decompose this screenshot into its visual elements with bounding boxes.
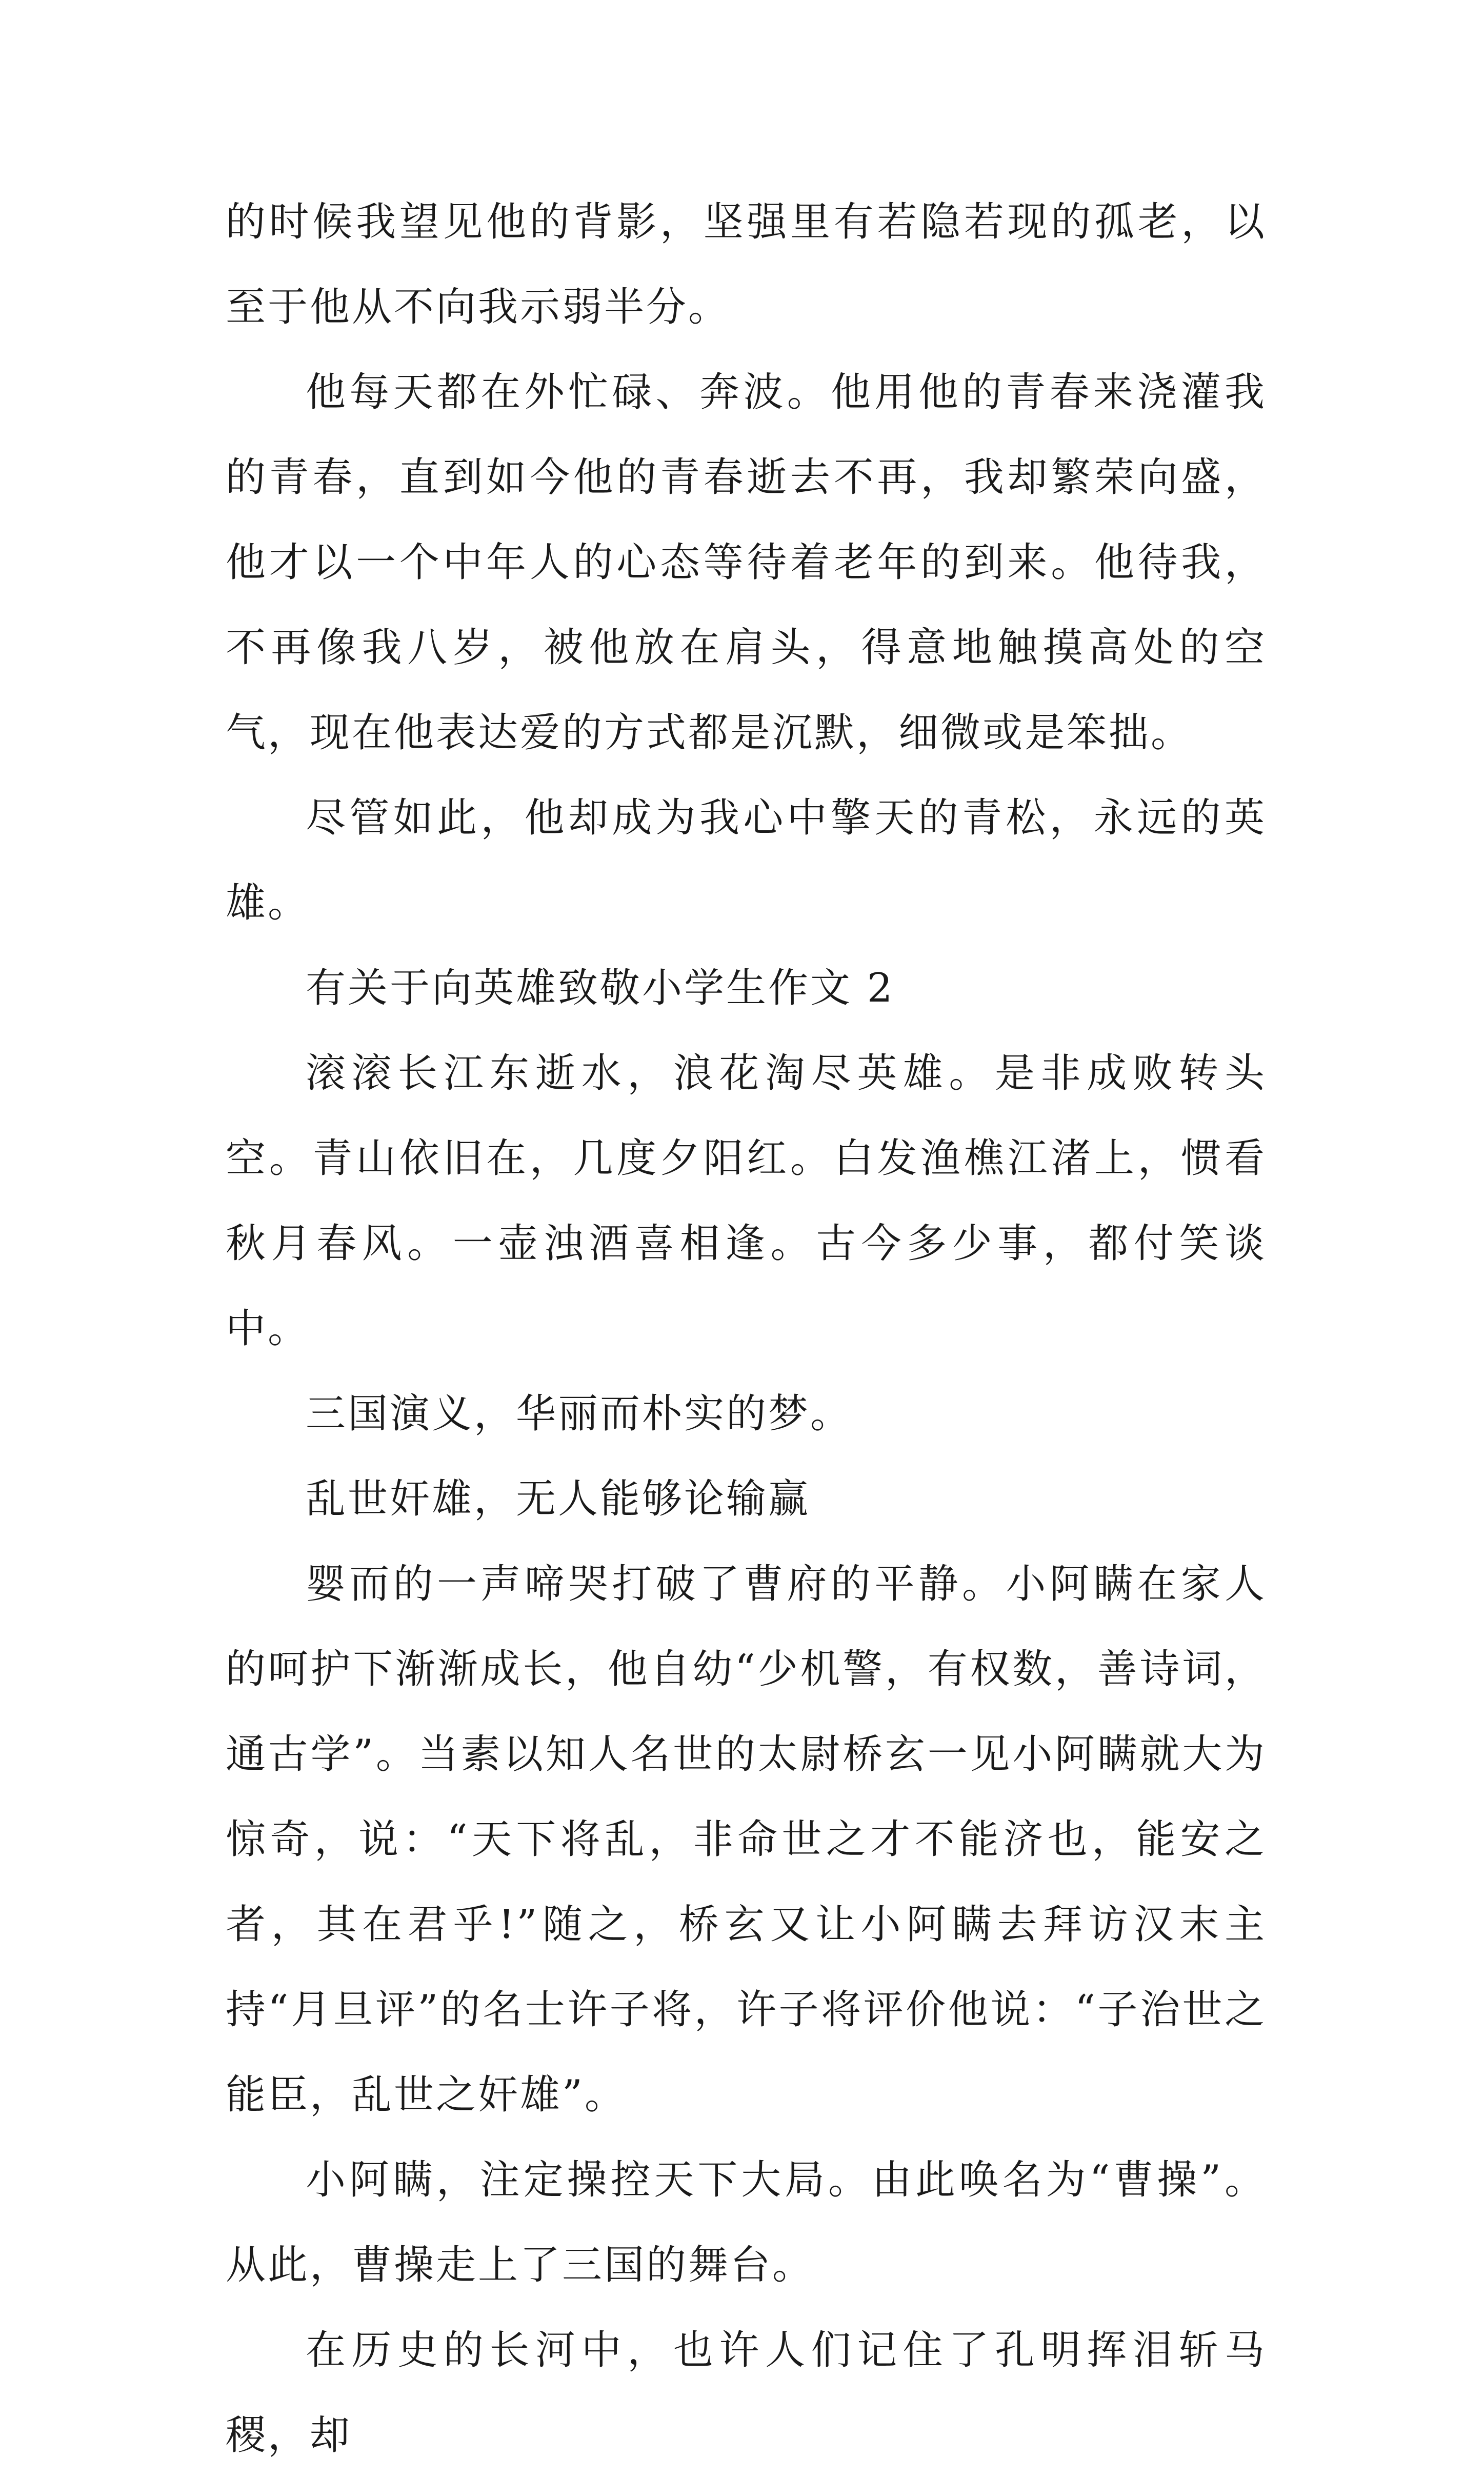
paragraph-poem: 滚滚长江东逝水，浪花淘尽英雄。是非成败转头空。青山依旧在，几度夕阳红。白发渔樵江渚上，惯看秋月春风。一壶浊酒喜相逢。古今多少事，都付笑谈中。	[226, 1050, 1267, 1352]
paragraph-8: 小阿瞒，注定操控天下大局。由此唤名为“曹操”。从此，曹操走上了三国的舞台。	[226, 2157, 1267, 2288]
section-heading: 有关于向英雄致敬小学生作文 2	[306, 965, 895, 1011]
paragraph-5: 三国演义，华丽而朴实的梦。	[306, 1391, 853, 1437]
paragraph-6: 乱世奸雄，无人能够论输赢	[306, 1476, 811, 1522]
paragraph-2: 他每天都在外忙碌、奔波。他用他的青春来浇灌我的青春，直到如今他的青春逝去不再，我却繁荣向盛，他才以一个中年人的心态等待着老年的到来。他待我，不再像我八岁，被他放在肩头，得意地触摸高处的空气，现在他表达爱的方式都是沉默，细微或是笨拙。	[226, 369, 1267, 756]
document-body	[226, 179, 1267, 2478]
paragraph-7: 婴而的一声啼哭打破了曹府的平静。小阿瞒在家人的呵护下渐渐成长，他自幼“少机警，有权数，善诗词，通古学”。当素以知人名世的太尉桥玄一见小阿瞒就大为惊奇，说：“天下将乱，非命世之才不能济也，能安之者，其在君乎!”随之，桥玄又让小阿瞒去拜访汉末主持“月旦评”的名士许子将，许子将评价他说：“子治世之能臣，乱世之奸雄”。	[226, 1561, 1267, 2118]
paragraph-1: 的时候我望见他的背影，坚强里有若隐若现的孤老，以至于他从不向我示弱半分。	[226, 199, 1267, 330]
paragraph-3: 尽管如此，他却成为我心中擎天的青松，永远的英雄。	[226, 795, 1267, 926]
paragraph-9: 在历史的长河中，也许人们记住了孔明挥泪斩马稷，却	[226, 2327, 1267, 2459]
